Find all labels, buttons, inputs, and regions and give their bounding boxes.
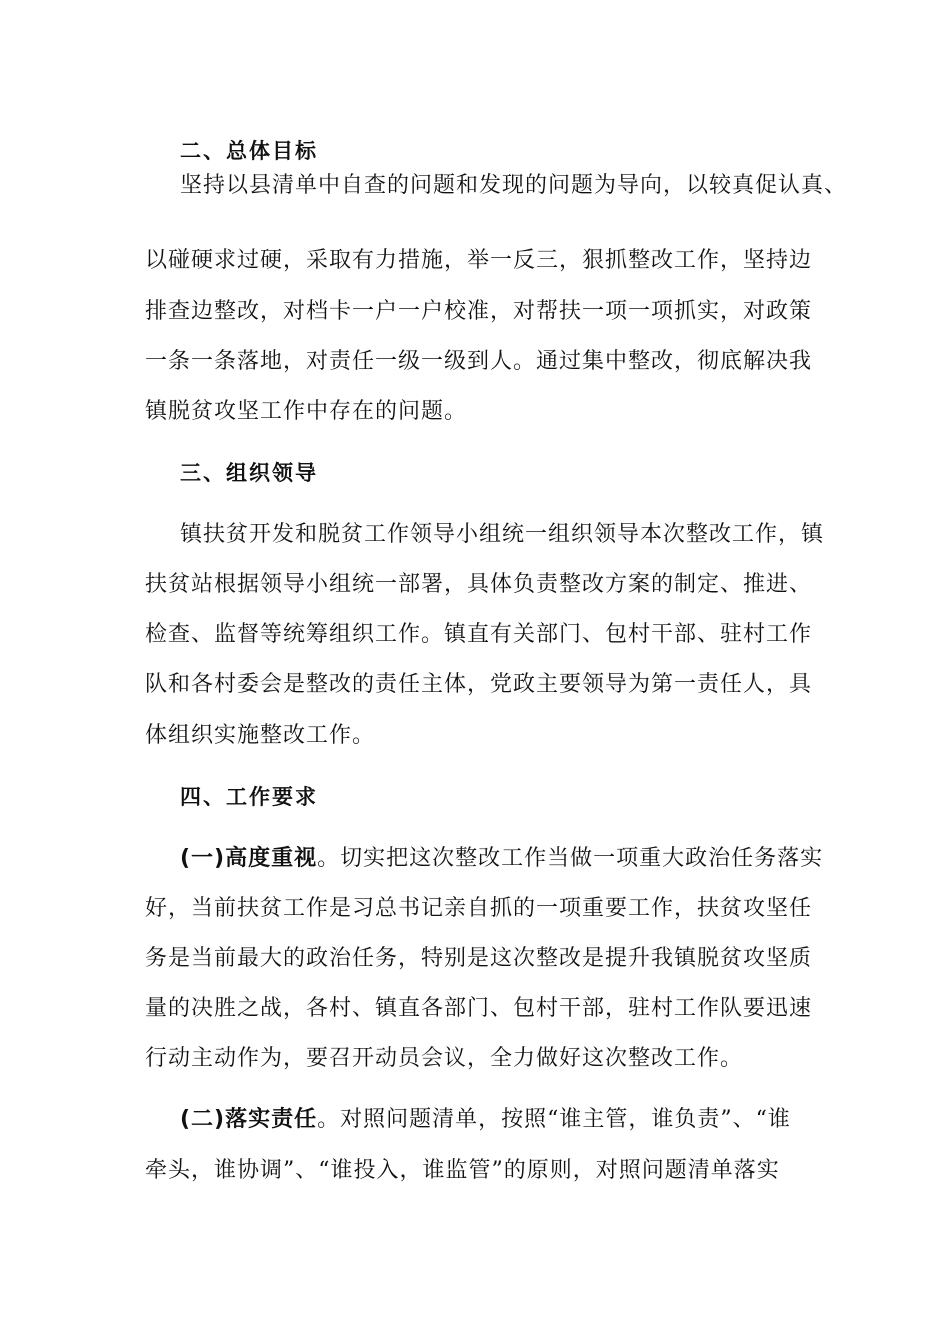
section-heading-goal: 二、总体目标 — [180, 139, 318, 163]
requirement-item-1-line: 行动主动作为，要召开动员会议，全力做好这次整改工作。 — [145, 1046, 744, 1071]
goal-paragraph-line: 坚持以县清单中自查的问题和发现的问题为导向，以较真促认真、 — [180, 173, 848, 198]
requirement-item-1-title: (一)高度重视 — [180, 846, 318, 871]
goal-paragraph-line: 镇脱贫攻坚工作中存在的问题。 — [145, 399, 468, 424]
requirement-item-2-first-line — [180, 1105, 791, 1135]
requirement-item-1-line: 量的决胜之战，各村、镇直各部门、包村干部，驻村工作队要迅速 — [145, 996, 813, 1021]
requirement-item-1-line: 务是当前最大的政治任务，特别是这次整改是提升我镇脱贫攻坚质 — [145, 946, 813, 971]
requirement-item-2-title: (二)落实责任 — [180, 1107, 318, 1132]
requirement-item-1-text: 。切实把这次整改工作当做一项重大政治任务落实 — [317, 846, 824, 871]
leadership-paragraph-line: 扶贫站根据领导小组统一部署，具体负责整改方案的制定、推进、 — [145, 572, 813, 597]
requirement-item-2-line: 牵头，谁协调”、“谁投入，谁监管”的原则，对照问题清单落实 — [145, 1158, 780, 1183]
goal-paragraph-line: 排查边整改，对档卡一户一户校准，对帮扶一项一项抓实，对政策 — [145, 299, 813, 324]
section-heading-leadership: 三、组织领导 — [180, 461, 318, 485]
section-heading-requirements: 四、工作要求 — [180, 785, 318, 809]
leadership-paragraph-line: 队和各村委会是整改的责任主体，党政主要领导为第一责任人，具 — [145, 672, 813, 697]
requirement-item-2-text: 。对照问题清单，按照“谁主管，谁负责”、“谁 — [317, 1107, 791, 1132]
requirement-item-1-line: 好，当前扶贫工作是习总书记亲自抓的一项重要工作，扶贫攻坚任 — [145, 896, 813, 921]
goal-paragraph-line: 以碰硬求过硬，采取有力措施，举一反三，狠抓整改工作，坚持边 — [145, 248, 813, 273]
leadership-paragraph-line: 镇扶贫开发和脱贫工作领导小组统一组织领导本次整改工作，镇 — [180, 522, 825, 547]
goal-paragraph-line: 一条一条落地，对责任一级一级到人。通过集中整改，彻底解决我 — [145, 349, 813, 374]
requirement-item-1-first-line — [180, 844, 823, 874]
leadership-paragraph-line: 检查、监督等统筹组织工作。镇直有关部门、包村干部、驻村工作 — [145, 622, 813, 647]
leadership-paragraph-line: 体组织实施整改工作。 — [145, 723, 376, 748]
